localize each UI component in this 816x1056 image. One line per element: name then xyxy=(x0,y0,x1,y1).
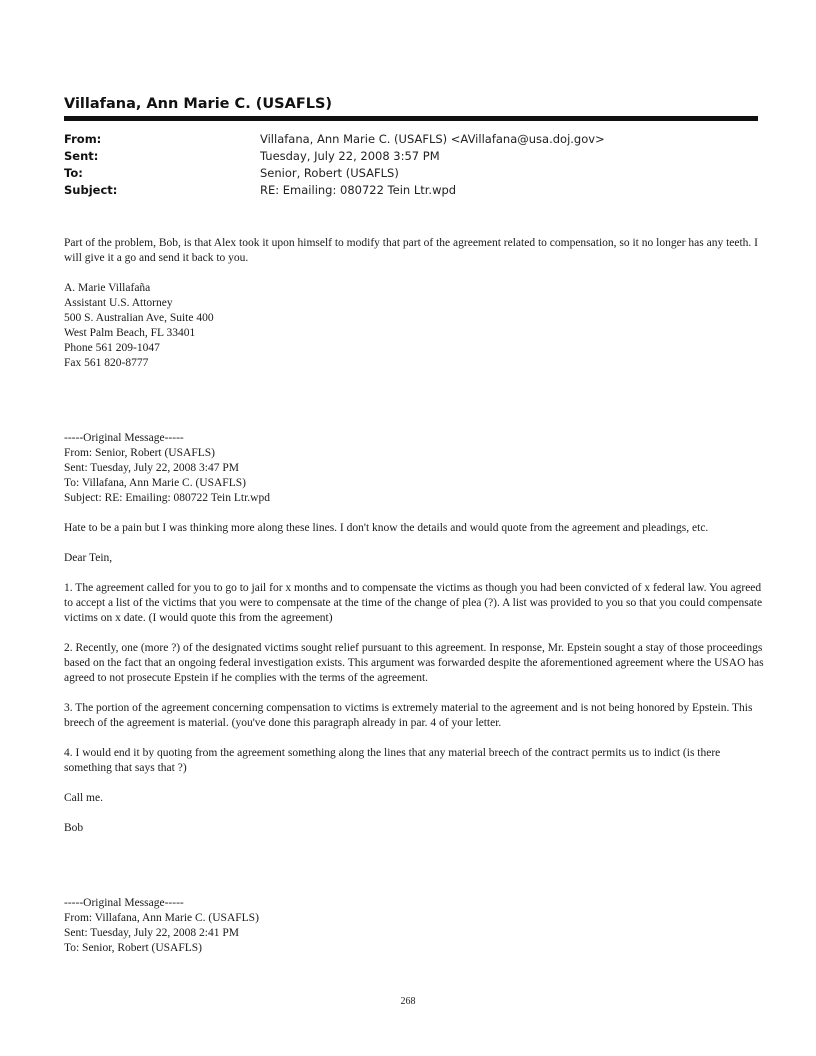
original-message-line: To: Senior, Robert (USAFLS) xyxy=(64,942,203,954)
message-paragraph: 2. Recently, one (more ?) of the designated victims sought relief pursuant to this agreement. In response, Mr. Epstein sought a stay of those proceedings based on the fact that an ongoing federal investigation exists. This argument was forwarded despite the aforementioned agreement where the USAO has agreed to not prosecute Epstein if he complies with the terms of the agreement. xyxy=(64,642,764,684)
signature-line: Assistant U.S. Attorney xyxy=(64,297,173,309)
message-paragraph: 3. The portion of the agreement concerning compensation to victims is extremely material to the agreement and is not being honored by Epstein. This breech of the agreement is material. (you've done this paragraph already in par. 4 of your letter. xyxy=(64,702,753,729)
closing-line: Call me. xyxy=(64,792,103,804)
message-paragraph: 1. The agreement called for you to go to jail for x months and to compensate the victims as though you had been convicted of x federal law. You agreed to accept a list of the victims that you were to compensate at the time of the change of plea (?). A list was provided to you so that you could compensate victims on x date. (I would quote this from the agreement) xyxy=(64,582,763,624)
page-number: 268 xyxy=(400,996,416,1007)
header-label: To: xyxy=(64,166,83,180)
header-sent-row xyxy=(64,149,758,166)
email-sender-title: Villafana, Ann Marie C. (USAFLS) xyxy=(64,96,333,112)
original-message-line: To: Villafana, Ann Marie C. (USAFLS) xyxy=(64,477,246,489)
message-paragraph: Part of the problem, Bob, is that Alex took it upon himself to modify that part of the agreement related to compensation, so it no longer has any teeth. I will give it a go and send it back to you. xyxy=(64,237,758,264)
header-subject-value: RE: Emailing: 080722 Tein Ltr.wpd xyxy=(260,183,457,197)
header-from-value: Villafana, Ann Marie C. (USAFLS) <AVillafana@usa.doj.gov> xyxy=(260,132,605,146)
signature-line: West Palm Beach, FL 33401 xyxy=(64,327,196,339)
header-to-value: Senior, Robert (USAFLS) xyxy=(260,166,399,180)
header-label: Subject: xyxy=(64,183,118,197)
signature-line: Fax 561 820-8777 xyxy=(64,357,149,369)
title-rule xyxy=(64,116,758,121)
signature-line: A. Marie Villafaña xyxy=(64,282,151,294)
original-message-line: Subject: RE: Emailing: 080722 Tein Ltr.wpd xyxy=(64,492,270,504)
signature-line: Phone 561 209-1047 xyxy=(64,342,160,354)
header-sent-value: Tuesday, July 22, 2008 3:57 PM xyxy=(260,149,440,163)
salutation: Dear Tein, xyxy=(64,552,113,564)
original-message-line: -----Original Message----- xyxy=(64,432,184,444)
original-message-header xyxy=(64,431,764,506)
original-message-line: Sent: Tuesday, July 22, 2008 3:47 PM xyxy=(64,462,239,474)
email-header-fields xyxy=(64,132,758,200)
original-message-line: From: Senior, Robert (USAFLS) xyxy=(64,447,215,459)
signature-block xyxy=(64,281,764,371)
message-paragraph: Hate to be a pain but I was thinking more along these lines. I don't know the details and would quote from the agreement and pleadings, etc. xyxy=(64,522,709,534)
header-subject-row xyxy=(64,183,758,200)
header-label: From: xyxy=(64,132,102,146)
email-body xyxy=(64,236,764,971)
header-label: Sent: xyxy=(64,149,99,163)
message-paragraph: 4. I would end it by quoting from the agreement something along the lines that any material breech of the contract permits us to indict (is there something that says that ?) xyxy=(64,747,721,774)
signature-line: 500 S. Australian Ave, Suite 400 xyxy=(64,312,214,324)
header-from-row xyxy=(64,132,758,149)
original-message-line: -----Original Message----- xyxy=(64,897,184,909)
original-message-header xyxy=(64,896,764,956)
header-to-row xyxy=(64,166,758,183)
original-message-line: From: Villafana, Ann Marie C. (USAFLS) xyxy=(64,912,259,924)
original-message-line: Sent: Tuesday, July 22, 2008 2:41 PM xyxy=(64,927,239,939)
sign-off-name: Bob xyxy=(64,822,84,834)
